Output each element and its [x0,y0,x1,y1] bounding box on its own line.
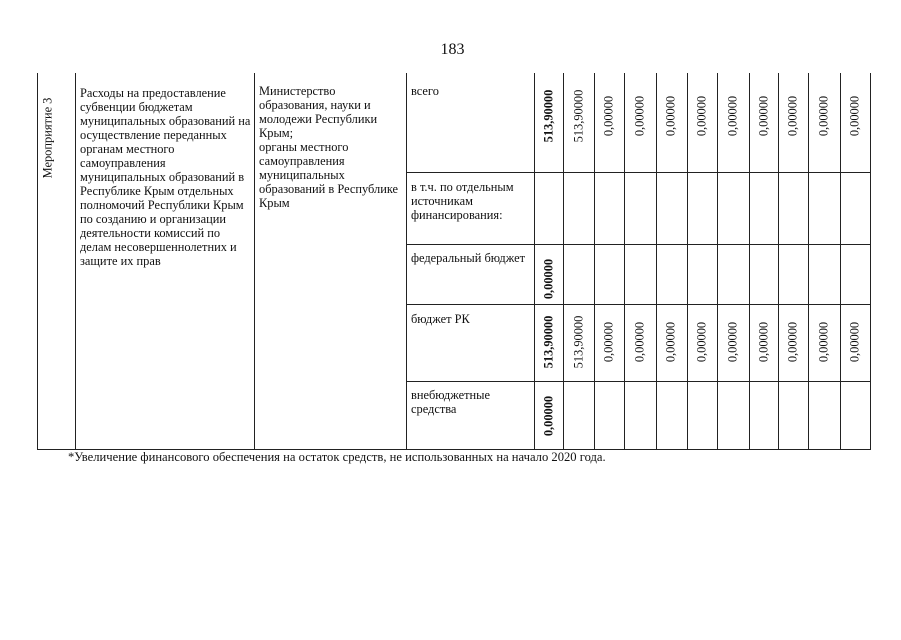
table-border [687,73,688,450]
year-value: 0,00000 [632,321,647,363]
source-label-regional: бюджет РК [411,312,470,326]
table-border [37,73,38,450]
year-value: 513,90000 [571,315,586,369]
table-border [75,73,76,450]
year-value: 0,00000 [756,95,771,137]
year-value: 0,00000 [816,321,831,363]
total-value: 0,00000 [541,258,556,300]
table-border [749,73,750,450]
total-value: 513,90000 [541,315,556,369]
table-border [563,73,564,450]
table-border [406,73,407,450]
row-separator [406,304,871,305]
year-value: 0,00000 [632,95,647,137]
table-border [717,73,718,450]
year-value: 0,00000 [756,321,771,363]
table-border [594,73,595,450]
table-border [840,73,841,450]
page-number: 183 [440,41,465,58]
total-value: 513,90000 [541,89,556,143]
table-border [534,73,535,450]
source-label-by-source: в т.ч. по отдельным источникам финансирования: [411,180,514,222]
row-separator [406,172,871,173]
year-value: 0,00000 [663,321,678,363]
total-value: 0,00000 [541,395,556,437]
year-value: 0,00000 [785,321,800,363]
table-border [656,73,657,450]
year-value: 0,00000 [601,321,616,363]
source-label-extrabudgetary: внебюджетные средства [411,388,490,416]
year-value: 513,90000 [571,89,586,143]
row-separator [406,244,871,245]
measure-description: Расходы на предоставление субвенции бюджетам муниципальных образований на осуществление переданных органам местного самоуправления муниципальных образований в Республике Крым отдельных полномочий Республики Крым по созданию и организации деятельности комиссий по делам несовершеннолетних и защите их прав [80,86,251,268]
table-border [254,73,255,450]
year-value: 0,00000 [663,95,678,137]
table-border [870,73,871,450]
source-label-federal: федеральный бюджет [411,251,526,265]
year-value: 0,00000 [816,95,831,137]
table-border [808,73,809,450]
year-value: 0,00000 [847,321,862,363]
year-value: 0,00000 [847,95,862,137]
source-label-total: всего [411,84,439,98]
year-value: 0,00000 [725,321,740,363]
row-separator [406,381,871,382]
footnote: *Увеличение финансового обеспечения на остаток средств, не использованных на начало 2020 года. [68,450,606,464]
table-border [624,73,625,450]
executor: Министерство образования, науки и молодежи Республики Крым; органы местного самоуправления муниципальных образований в Республике Крым [259,84,399,210]
year-value: 0,00000 [785,95,800,137]
row-label: Мероприятие 3 [40,97,55,179]
year-value: 0,00000 [694,95,709,137]
year-value: 0,00000 [725,95,740,137]
table-border [778,73,779,450]
year-value: 0,00000 [601,95,616,137]
year-value: 0,00000 [694,321,709,363]
